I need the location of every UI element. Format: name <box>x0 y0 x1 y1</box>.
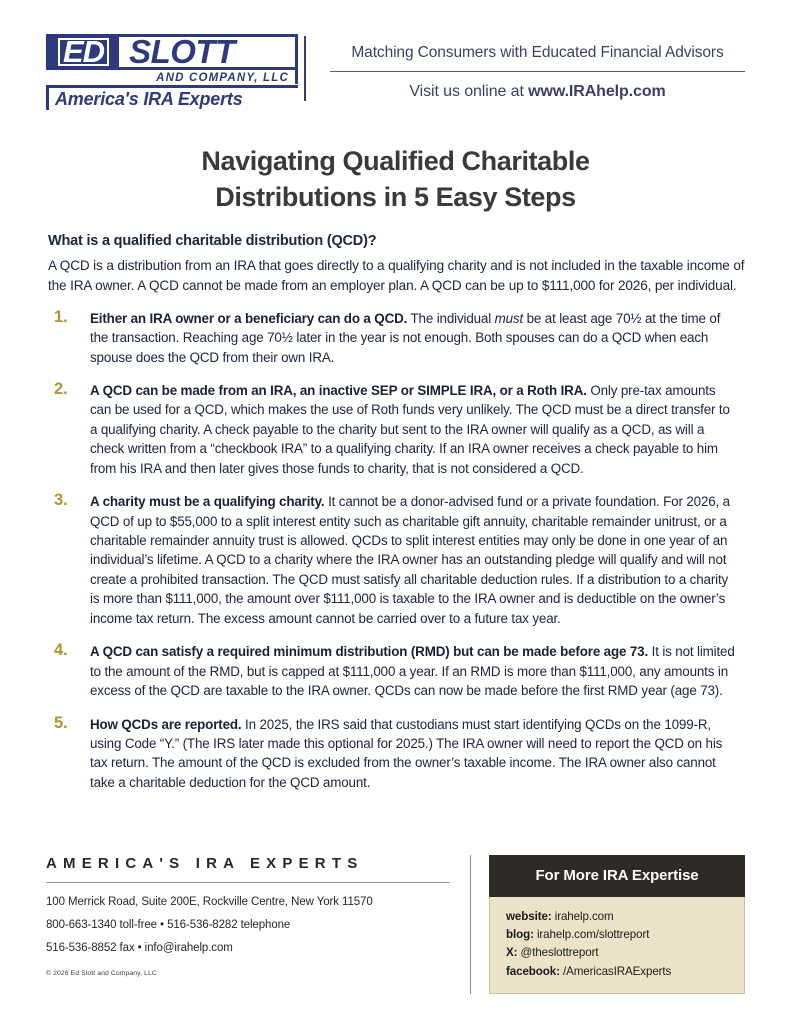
step-lead: How QCDs are reported. <box>90 716 242 732</box>
step-lead: A QCD can satisfy a required minimum distribution (RMD) but can be made before age 73. <box>90 644 649 660</box>
logo-primary-row <box>46 34 298 70</box>
expertise-value-x: @theslottreport <box>517 946 599 960</box>
step-body-a: In 2025, the IRS said that custodians must start identifying QCDs on the 1099-R, using Code “Y.” (The IRS later made this optional for 2025.) The IRA owner will need to report the QCD on his tax return. The amount of the QCD is excluded from the owner’s taxable income. The IRA owner also cannot take a charitable deduction for the QCD amount. <box>90 716 723 790</box>
expertise-box-body <box>489 897 745 994</box>
ed-slott-logo <box>46 30 298 110</box>
footer-copyright: © 2026 Ed Slott and Company, LLC <box>46 969 157 977</box>
step-number: 4. <box>54 641 68 660</box>
page-footer <box>46 855 745 994</box>
step-text <box>90 715 737 793</box>
logo-ed-text: ED <box>58 38 109 66</box>
steps-list <box>46 309 745 793</box>
page-title <box>116 144 675 215</box>
step-number: 3. <box>54 491 68 510</box>
expertise-item-blog[interactable] <box>506 926 744 944</box>
list-item <box>54 491 737 628</box>
footer-divider <box>46 882 450 883</box>
expertise-value-website: irahelp.com <box>551 909 614 923</box>
footer-phones: 800-663-1340 toll-free • 516-536-8282 telephone <box>46 918 291 931</box>
step-lead: Either an IRA owner or a beneficiary can do a QCD. <box>90 310 408 326</box>
list-item <box>54 713 737 793</box>
page-title-line2: Distributions in 5 Easy Steps <box>215 181 576 212</box>
page-title-line1: Navigating Qualified Charitable <box>201 146 590 176</box>
footer-contact-block <box>46 855 470 994</box>
step-number: 2. <box>54 379 68 398</box>
expertise-box-heading: For More IRA Expertise <box>489 855 745 897</box>
step-number: 5. <box>54 713 68 732</box>
step-body-a: It cannot be a donor-advised fund or a private foundation. For 2026, a QCD of up to $55,000 to a split interest entity such as charitable gift annuity, charitable remainder unitrust, or a charitable remainder annuity trust is allowed. QCDs to split interest entities may only be done in one year of an individual’s lifetime. A QCD to a charity where the IRA owner has an outstanding pledge will qualify and will not create a prohibited transaction. The QCD must satisfy all charitable deduction rules. If a distribution to a charity is more than $111,000, the amount over $111,000 is taxable to the IRA owner and is deductible on the owner’s income tax return. The excess amount cannot be carried over to a future tax year. <box>90 494 730 626</box>
intro-body: A QCD is a distribution from an IRA that goes directly to a qualifying charity and is not included in the taxable income of the IRA owner. A QCD cannot be made from an employer plan. A QCD can be up to $111,000 for 2026, per individual. <box>48 258 745 293</box>
header-text-block <box>304 36 745 101</box>
expertise-item-website[interactable] <box>506 908 744 926</box>
step-emphasis: must <box>494 310 524 326</box>
header-tagline: Matching Consumers with Educated Financial Advisors <box>330 36 745 72</box>
step-body-a: Only pre-tax amounts can be used for a QCD, which makes the use of Roth funds very unlikely. The QCD must be a direct transfer to a qualifying charity. A check payable to the charity but sent to the IRA owner will qualify as a QCD, as will a check written from a “checkbook IRA” to a qualifying charity. If an IRA owner receives a check payable to him from his IRA and then later gives those funds to charity, that is not considered a QCD. <box>90 382 730 476</box>
footer-experts-tagline: AMERICA'S IRA EXPERTS <box>46 854 364 872</box>
step-number: 1. <box>54 307 68 326</box>
expertise-box <box>489 855 745 994</box>
step-text <box>90 381 737 478</box>
step-lead: A charity must be a qualifying charity. <box>90 494 325 510</box>
expertise-label-facebook: facebook: <box>506 964 560 978</box>
expertise-value-facebook: /AmericasIRAExperts <box>559 964 672 978</box>
list-item <box>54 307 737 367</box>
list-item <box>54 379 737 478</box>
header-visit-line <box>330 72 745 101</box>
expertise-label-x: X: <box>506 946 518 960</box>
step-body-a: It is not limited to the amount of the RMD, but is capped at $111,000 a year. If an RMD is more than $111,000, any amounts in excess of the QCD are taxable to the IRA owner. QCDs can now be made before the first RMD year (age 73). <box>90 644 735 699</box>
logo-ed-badge <box>46 34 119 70</box>
step-lead: A QCD can be made from an IRA, an inactive SEP or SIMPLE IRA, or a Roth IRA. <box>90 382 587 398</box>
step-text <box>90 492 737 628</box>
logo-americas-ira-experts: America's IRA Experts <box>46 85 298 110</box>
visit-url[interactable]: www.IRAhelp.com <box>528 83 666 100</box>
expertise-label-blog: blog: <box>506 928 534 942</box>
footer-address: 100 Merrick Road, Suite 200E, Rockville Centre, New York 11570 <box>46 895 373 908</box>
step-body-b: be at least age 70½ at the time of the transaction. Reaching age 70½ later in the year is not enough. Both spouses can do a QCD when each spouse does the QCD from their own IRA. <box>90 310 721 365</box>
expertise-label-website: website: <box>506 909 552 923</box>
expertise-item-x[interactable] <box>506 944 744 962</box>
logo-slott-text: SLOTT <box>119 34 298 70</box>
list-item <box>54 641 737 700</box>
footer-vertical-divider <box>470 855 471 994</box>
visit-prefix: Visit us online at <box>409 83 529 100</box>
step-body-a: The individual <box>407 310 495 326</box>
expertise-item-facebook[interactable] <box>506 963 744 981</box>
page-header <box>46 0 745 118</box>
expertise-value-blog: irahelp.com/slottreport <box>533 928 650 942</box>
intro-heading: What is a qualified charitable distribution (QCD)? <box>48 233 377 250</box>
footer-fax-email: 516-536-8852 fax • info@irahelp.com <box>46 941 233 954</box>
step-text <box>90 309 737 367</box>
logo-and-company: AND COMPANY, LLC <box>46 70 298 84</box>
step-text <box>90 642 737 700</box>
